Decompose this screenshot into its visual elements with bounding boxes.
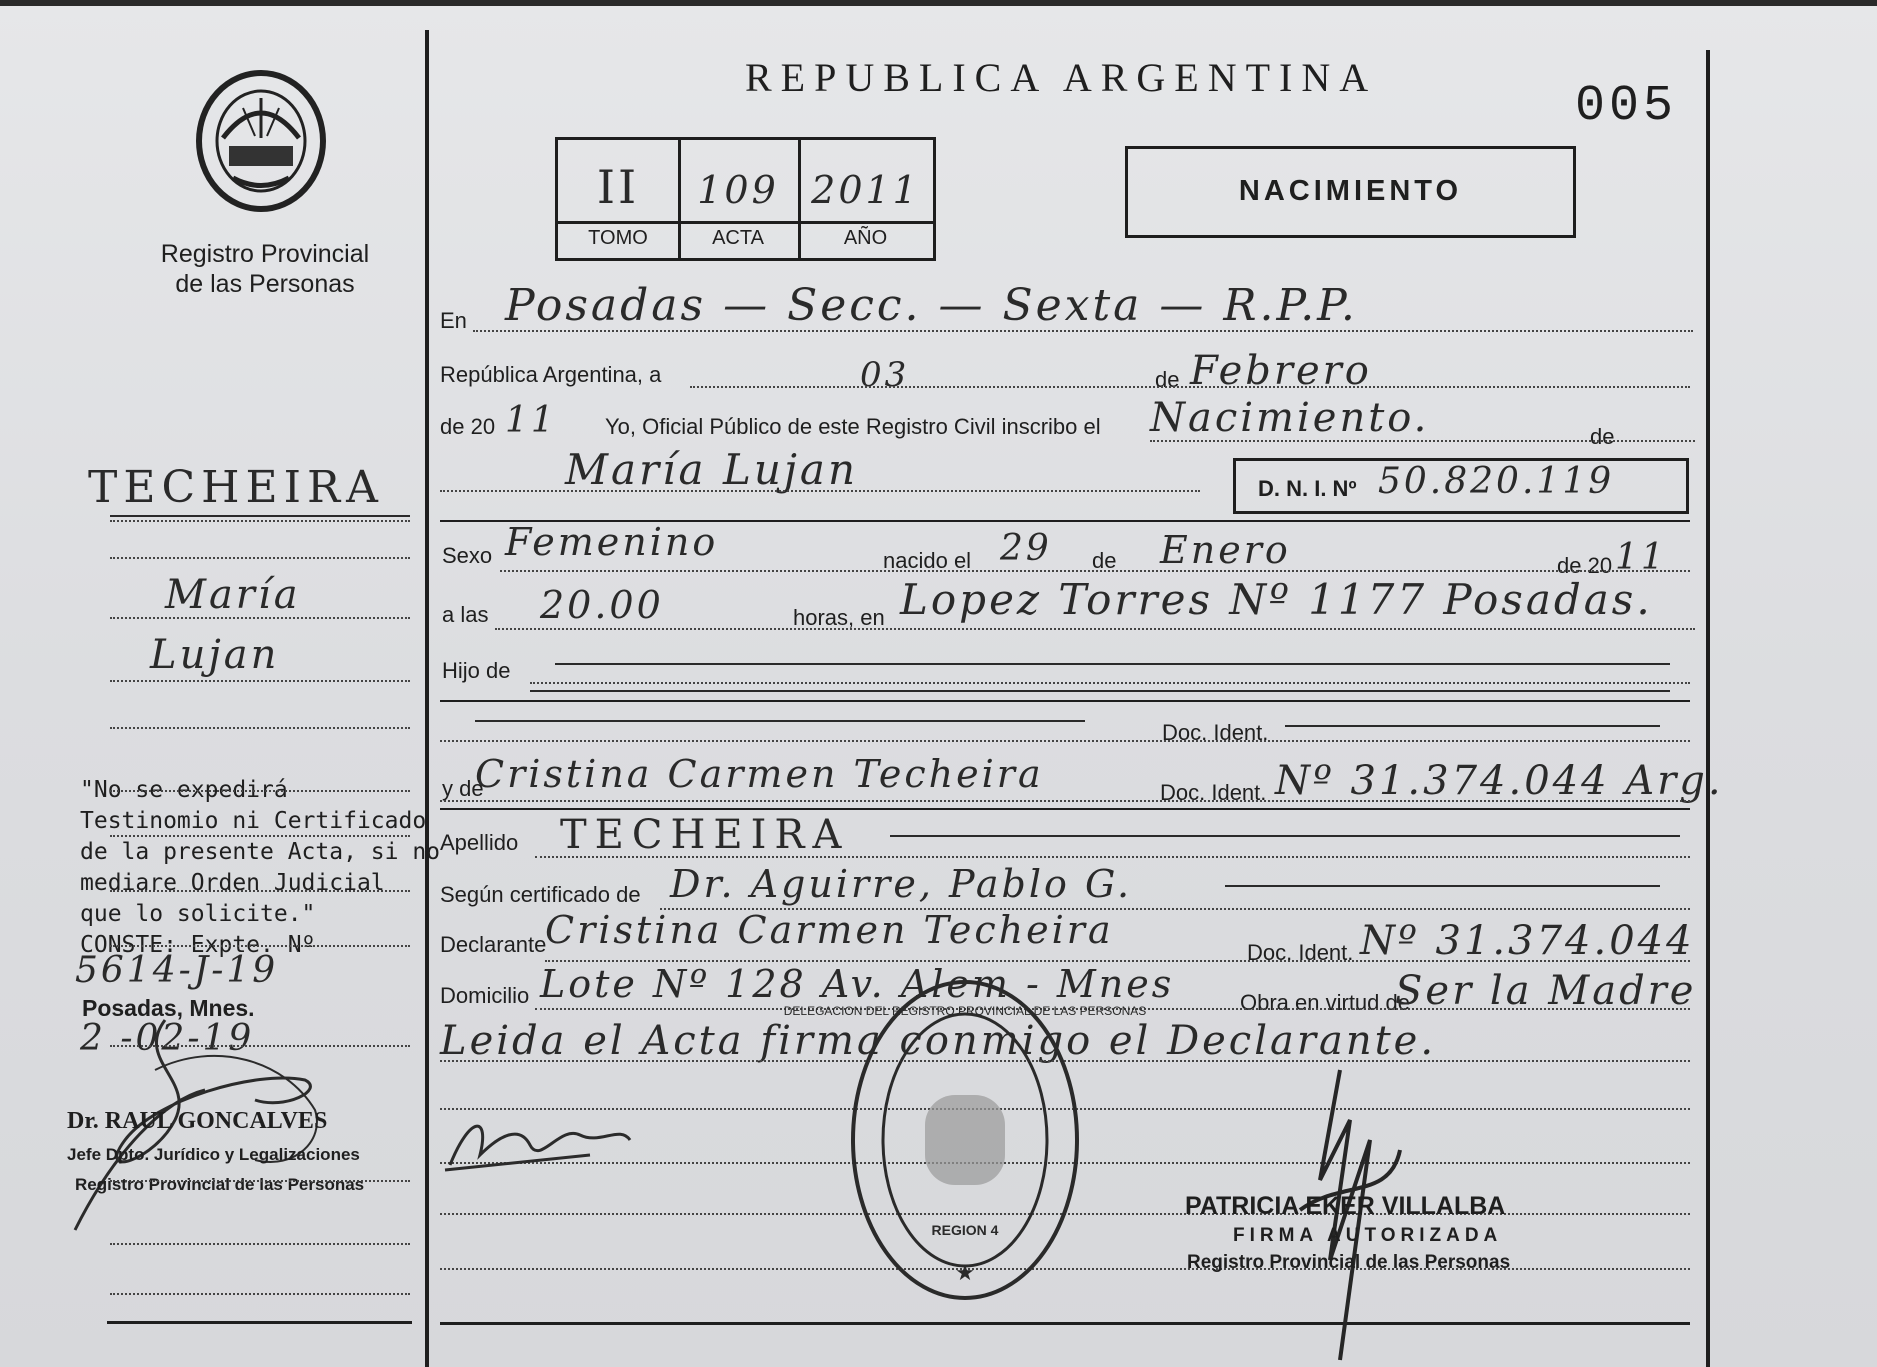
declarante-doc-value: Nº 31.374.044 — [1360, 918, 1695, 964]
page-number: 005 — [1575, 78, 1678, 135]
notice-line: mediare Orden Judicial — [80, 870, 385, 896]
en-label: En — [440, 308, 467, 333]
left-column-divider — [425, 30, 429, 1367]
declarante-value: Cristina Carmen Techeira — [545, 908, 1114, 952]
stamp-region: REGION 4 — [931, 1222, 999, 1238]
dni-box — [1233, 458, 1689, 514]
hijo-dash-2 — [530, 690, 1670, 692]
row-mother-line — [440, 800, 1690, 802]
hijo-label: Hijo de — [442, 658, 511, 683]
expte-number: 5614-J-19 — [75, 950, 279, 991]
row-sexo-line — [500, 570, 1690, 572]
sidebar-line-13 — [110, 1293, 410, 1295]
right-border — [1706, 50, 1710, 1367]
registry-name-line2: de las Personas — [175, 270, 355, 298]
birth-year: 11 — [1615, 537, 1667, 578]
act-type: NACIMIENTO — [1238, 175, 1463, 207]
domicilio-value: Lote Nº 128 Av. Alem - Mnes — [540, 962, 1175, 1006]
obra-value: Ser la Madre — [1395, 968, 1697, 1014]
sidebar-given-name-2: Lujan — [150, 632, 280, 678]
certificado-value: Dr. Aguirre, Pablo G. — [670, 862, 1133, 906]
hijo-dash-1 — [555, 663, 1670, 665]
year-value: 11 — [505, 400, 557, 441]
apellido-dash — [890, 835, 1680, 837]
tomo-label: TOMO — [588, 227, 648, 249]
certificado-label: Según certificado de — [440, 882, 641, 907]
row-name-line — [440, 490, 1200, 492]
sidebar-line-8 — [110, 890, 410, 892]
top-edge — [0, 0, 1877, 6]
sidebar-line-7 — [110, 835, 410, 837]
sidebar-line-12 — [110, 1243, 410, 1245]
mother-doc-value: Nº 31.374.044 Arg. — [1275, 758, 1724, 804]
signer-org: Registro Provincial de las Personas — [1187, 1252, 1511, 1273]
sexo-label: Sexo — [442, 543, 493, 568]
tomo-value: II — [596, 160, 640, 214]
sidebar-line-1 — [110, 520, 410, 522]
birth-day: 29 — [1000, 528, 1052, 569]
dni-value: 50.820.119 — [1378, 461, 1615, 502]
republica-label: República Argentina, a — [440, 362, 662, 387]
mother-value: Cristina Carmen Techeira — [475, 752, 1044, 796]
apellido-label: Apellido — [440, 830, 519, 855]
sidebar-date: 2 -02-19 — [80, 1018, 255, 1059]
en-value: Posadas — Secc. — Sexta — R.P.P. — [505, 280, 1358, 331]
sidebar-bottom-rule — [107, 1321, 412, 1324]
row-date-line — [690, 386, 1690, 388]
sidebar-line-9 — [110, 945, 410, 947]
notice-block — [80, 775, 440, 961]
leida-value: Leida el Acta firma conmigo el Declarante. — [440, 1018, 1437, 1064]
horas-label: horas, en — [793, 605, 885, 630]
de-label-3: de — [1092, 548, 1117, 573]
sidebar-line-3 — [110, 617, 410, 619]
sidebar-place: Posadas, Mnes. — [82, 995, 255, 1021]
place-value: Lopez Torres Nº 1177 Posadas. — [900, 575, 1653, 624]
sidebar-line-6 — [110, 790, 410, 792]
svg-text:★: ★ — [955, 1260, 975, 1285]
notice-line: que lo solicite." — [80, 901, 316, 927]
alas-label: a las — [442, 602, 489, 627]
mother-doc-label: Doc. Ident. — [1160, 780, 1267, 805]
const-label: CONSTE: Expte. Nº — [80, 932, 316, 958]
declarante-doc-label: Doc. Ident. — [1247, 940, 1354, 965]
act-type-box — [1125, 146, 1576, 238]
de-label: de — [1155, 367, 1180, 392]
domicilio-label: Domicilio — [440, 983, 530, 1008]
row-apellido-line — [535, 856, 1690, 858]
registry-name-line1: Registro Provincial — [160, 240, 370, 268]
notice-line: Testinomio ni Certificado — [80, 808, 427, 834]
signer-role: FIRMA AUTORIZADA — [1233, 1225, 1503, 1246]
row-father-line — [440, 740, 1690, 742]
yde-label: y de — [442, 776, 484, 801]
declarant-signature-icon — [440, 1105, 640, 1185]
signer-name: PATRICIA EKER VILLALBA — [1185, 1192, 1506, 1220]
row-rule-2 — [440, 700, 1690, 702]
surname-underline — [110, 515, 410, 517]
row-rule-3 — [440, 808, 1690, 810]
obra-label: Obra en virtud de — [1240, 990, 1410, 1015]
official-stamp-icon — [783, 975, 1147, 1305]
dni-label: D. N. I. Nº — [1258, 476, 1357, 501]
notice-line: de la presente Acta, si no — [80, 839, 441, 865]
sidebar-surname: TECHEIRA — [88, 462, 384, 513]
notice-line: "No se expedirá — [80, 777, 288, 803]
doc-ident-label: Doc. Ident. — [1162, 720, 1269, 745]
de20-label: de 20 — [440, 414, 496, 439]
inscribo-label: Yo, Oficial Público de este Registro Civil inscribo el — [605, 414, 1101, 439]
registry-box — [555, 137, 936, 261]
day-value: 03 — [860, 355, 910, 395]
declarante-label: Declarante — [440, 932, 547, 957]
sidebar-given-name-1: María — [165, 572, 301, 618]
registry-box-rule — [558, 221, 933, 224]
sidebar-line-2 — [110, 557, 410, 559]
official-name: Dr. RAUL GONCALVES — [67, 1108, 328, 1134]
certificado-dash — [1225, 885, 1660, 887]
de20-label-2: de 20 — [1557, 553, 1613, 578]
birth-month: Enero — [1160, 528, 1291, 572]
anio-value: 2011 — [811, 168, 920, 212]
row-hora-line — [495, 628, 1695, 630]
month-value: Febrero — [1190, 348, 1372, 394]
nacido-label: nacido el — [883, 548, 972, 573]
misiones-seal-icon — [193, 68, 329, 214]
sidebar-line-4 — [110, 680, 410, 682]
apellido-value: TECHEIRA — [560, 812, 850, 858]
anio-label: AÑO — [843, 227, 888, 249]
stamp-ring-text: DELEGACION DEL REGISTRO PROVINCIAL DE LAS PERSONAS — [783, 1004, 1147, 1018]
father-dash — [475, 720, 1085, 722]
acta-value: 109 — [697, 168, 779, 212]
acta-label: ACTA — [712, 227, 764, 249]
de-label-2: de — [1590, 424, 1615, 449]
father-doc-dash — [1285, 725, 1660, 727]
row-hijo-line — [530, 682, 1690, 684]
row-inscribo-line — [1150, 440, 1695, 442]
hour-value: 20.00 — [540, 583, 664, 627]
sidebar-line-11 — [110, 1180, 410, 1182]
country-title: REPUBLICA ARGENTINA — [745, 55, 1378, 100]
sexo-value: Femenino — [505, 520, 719, 564]
form-bottom-rule — [440, 1322, 1690, 1325]
official-org: Registro Provincial de las Personas — [75, 1175, 365, 1194]
official-role: Jefe Dpto. Jurídico y Legalizaciones — [67, 1145, 360, 1164]
inscribo-value: Nacimiento. — [1150, 395, 1430, 441]
sidebar-line-5 — [110, 727, 410, 729]
name-value: María Lujan — [565, 445, 858, 494]
row-en-line — [473, 330, 1693, 332]
